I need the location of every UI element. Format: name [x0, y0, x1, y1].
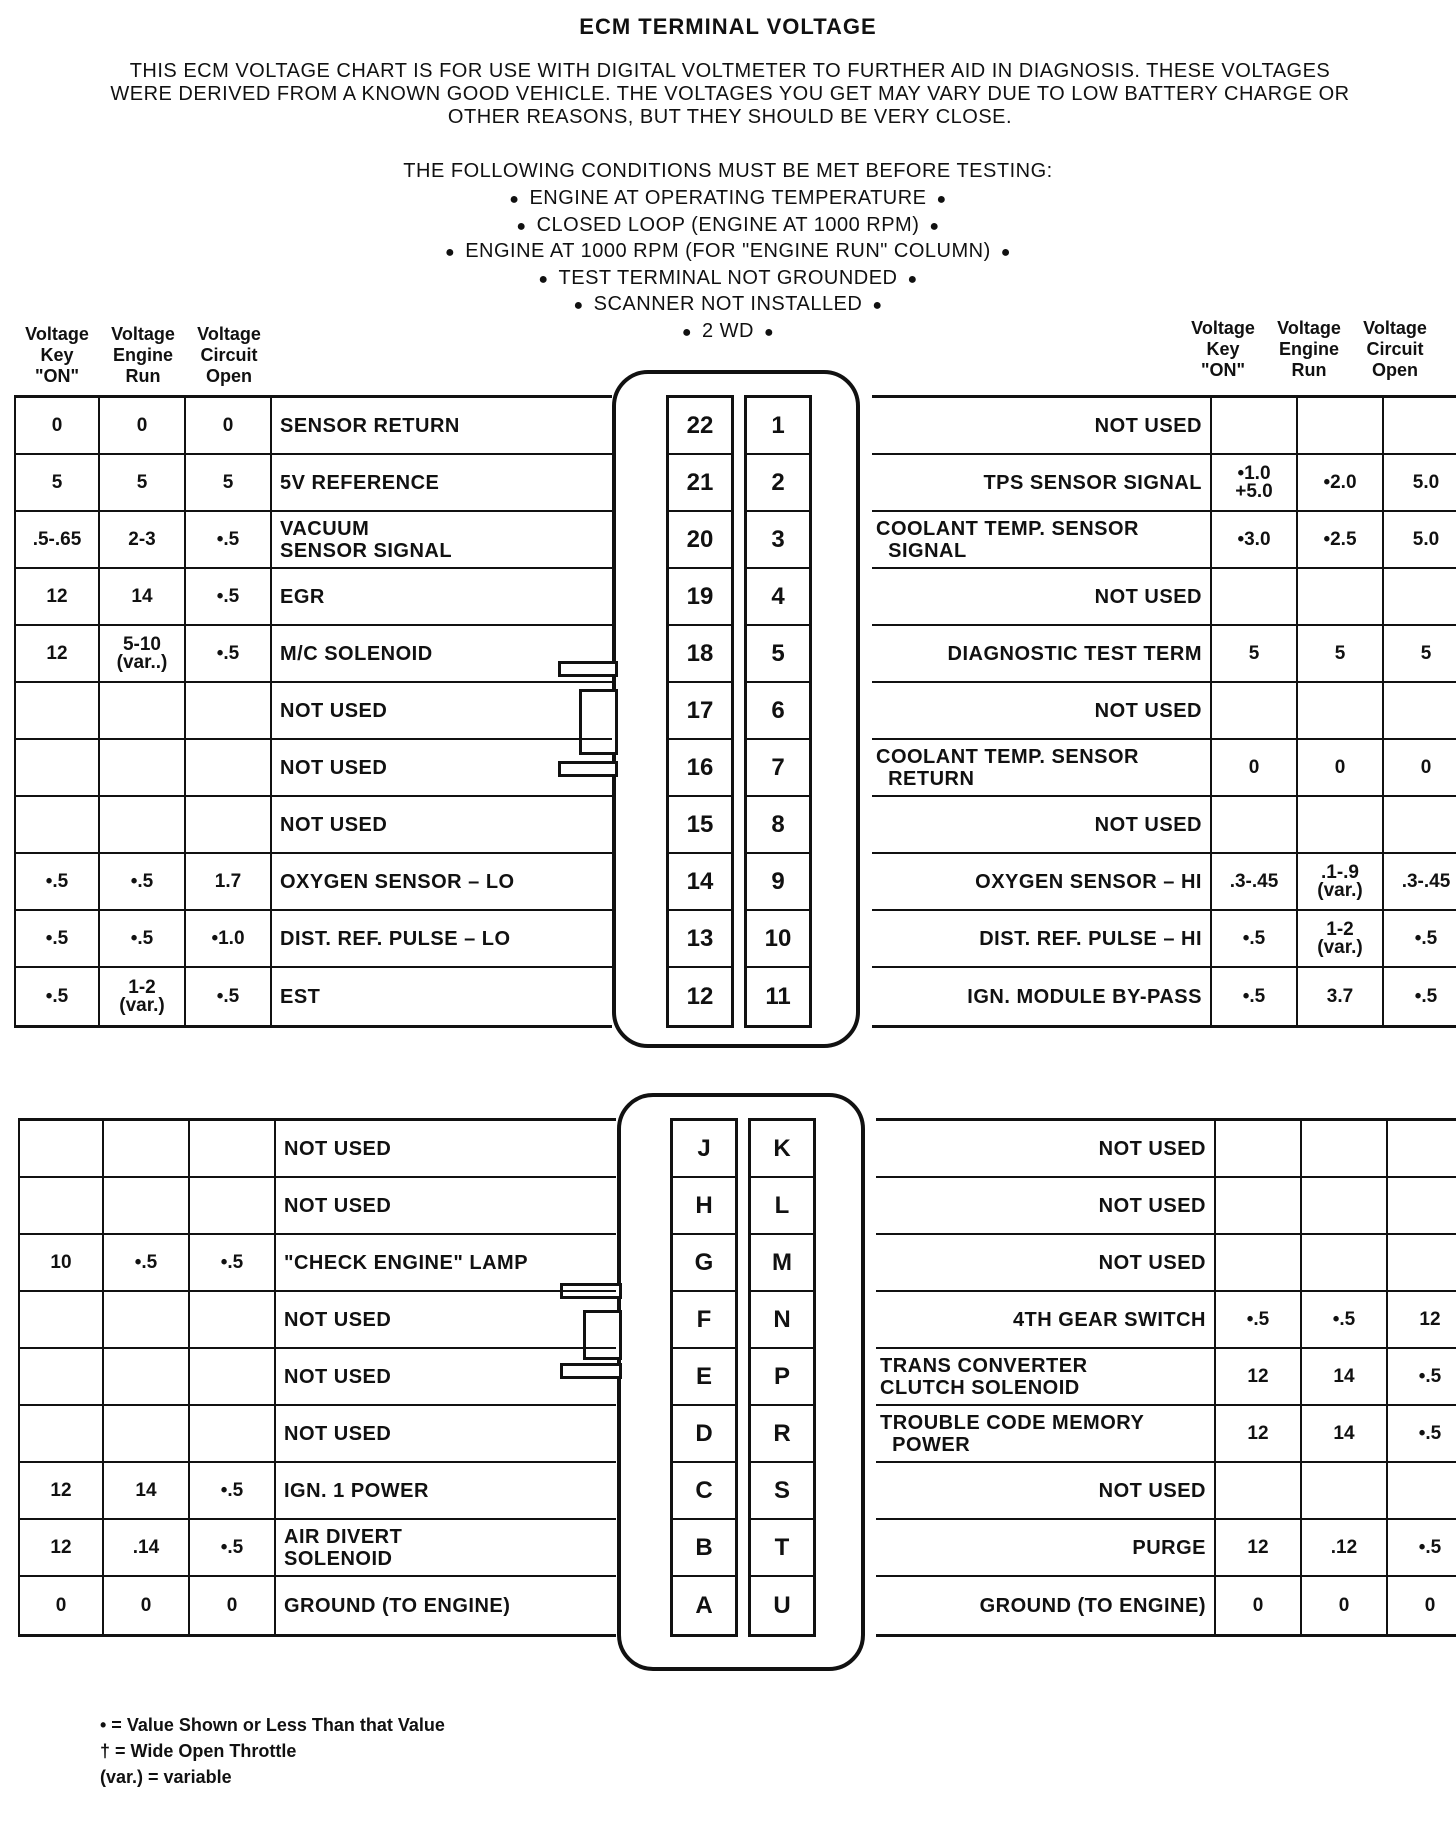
terminal-label: TPS SENSOR SIGNAL — [872, 455, 1212, 510]
column-header-key-on: Voltage Key "ON" — [1191, 318, 1255, 380]
pin-number: K — [751, 1121, 813, 1178]
terminal-label: DIST. REF. PULSE – LO — [280, 927, 511, 950]
voltage-engine-run-cell: •.5 — [100, 854, 186, 909]
terminal-label: NOT USED — [280, 699, 388, 722]
terminal-label: NOT USED — [876, 1178, 1216, 1233]
pin-number: 16 — [669, 740, 731, 797]
voltage-key-on-cell — [14, 740, 100, 795]
voltage-key-on-cell — [14, 797, 100, 852]
table-row — [876, 1178, 1456, 1235]
voltage-key-on-cell — [18, 1406, 104, 1461]
voltage-engine-run-cell: 0 — [1298, 740, 1384, 795]
voltage-engine-run-cell — [104, 1349, 190, 1404]
terminal-label: OXYGEN SENSOR – LO — [280, 870, 515, 893]
voltage-circuit-open-cell: •.5 — [186, 512, 272, 567]
table-row — [872, 740, 1456, 797]
voltage-engine-run-cell: 14 — [104, 1463, 190, 1518]
voltage-engine-run-cell — [1298, 569, 1384, 624]
voltage-key-on-cell: 5 — [14, 455, 100, 510]
table-row — [876, 1463, 1456, 1520]
right-column-headers — [1180, 318, 1438, 381]
voltage-circuit-open-cell: 5.0 — [1384, 455, 1456, 510]
table-row — [18, 1178, 616, 1235]
voltage-circuit-open-cell: 5 — [186, 455, 272, 510]
pin-number: 11 — [765, 982, 791, 1010]
pin-number: U — [773, 1591, 791, 1619]
pin-number: 1 — [747, 398, 809, 455]
table-row — [14, 740, 612, 797]
table-row — [14, 512, 612, 569]
voltage-circuit-open-cell: 12 — [1388, 1292, 1456, 1347]
terminal-label: NOT USED — [872, 797, 1212, 852]
voltage-circuit-open-cell: 0 — [190, 1577, 276, 1634]
voltage-key-on-cell: •.5 — [1212, 968, 1298, 1025]
pin-number: A — [695, 1591, 713, 1619]
terminal-label: VACUUM SENSOR SIGNAL — [280, 517, 453, 562]
condition-item: ● SCANNER NOT INSTALLED ● — [573, 293, 883, 315]
terminal-label: TROUBLE CODE MEMORY POWER — [876, 1406, 1216, 1461]
voltage-engine-run-cell: .14 — [104, 1520, 190, 1575]
terminal-label: NOT USED — [284, 1194, 392, 1217]
table-row — [872, 911, 1456, 968]
terminal-label: NOT USED — [872, 569, 1212, 624]
intro-line: OTHER REASONS, BUT THEY SHOULD BE VERY CLOSE. — [447, 106, 1013, 128]
legend-item: • = Value Shown or Less Than that Value — [100, 1715, 445, 1735]
voltage-key-on-cell: •.5 — [1216, 1292, 1302, 1347]
terminal-label: NOT USED — [876, 1463, 1216, 1518]
table-row — [14, 683, 612, 740]
voltage-engine-run-cell — [1302, 1463, 1388, 1518]
voltage-key-on-cell: •3.0 — [1212, 512, 1298, 567]
voltage-key-on-cell — [1212, 398, 1298, 453]
voltage-key-on-cell: 12 — [14, 626, 100, 681]
voltage-circuit-open-cell: 0 — [1384, 740, 1456, 795]
table-row — [18, 1292, 616, 1349]
voltage-engine-run-cell — [1302, 1178, 1388, 1233]
bullet-icon: ● — [516, 217, 527, 235]
voltage-circuit-open-cell: •.5 — [1388, 1520, 1456, 1575]
voltage-circuit-open-cell — [1384, 569, 1456, 624]
pin-column-left — [670, 1118, 738, 1637]
terminal-label: IGN. MODULE BY-PASS — [872, 968, 1212, 1025]
pin-column-left — [666, 395, 734, 1028]
pin-number: 12 — [686, 982, 714, 1010]
voltage-circuit-open-cell: •.5 — [186, 626, 272, 681]
table-row — [14, 398, 612, 455]
voltage-key-on-cell — [1216, 1178, 1302, 1233]
table-row — [876, 1406, 1456, 1463]
terminal-label: NOT USED — [284, 1308, 392, 1331]
bullet-icon: ● — [538, 270, 549, 288]
voltage-engine-run-cell: •2.5 — [1298, 512, 1384, 567]
pin-number: S — [751, 1463, 813, 1520]
voltage-engine-run-cell: .1-.9 (var.) — [1298, 854, 1384, 909]
terminal-label: COOLANT TEMP. SENSOR SIGNAL — [872, 512, 1212, 567]
bottom-left-table — [18, 1118, 616, 1637]
table-row — [14, 455, 612, 512]
pin-number: 2 — [747, 455, 809, 512]
condition-item: ● 2 WD ● — [681, 319, 775, 342]
voltage-key-on-cell: 12 — [1216, 1406, 1302, 1461]
table-row — [14, 968, 612, 1025]
pin-number: J — [673, 1121, 735, 1178]
voltage-circuit-open-cell — [186, 797, 272, 852]
voltage-engine-run-cell — [100, 740, 186, 795]
voltage-engine-run-cell — [104, 1121, 190, 1176]
bottom-connector-pins — [670, 1118, 816, 1637]
voltage-engine-run-cell: 0 — [1302, 1577, 1388, 1634]
intro-line: WERE DERIVED FROM A KNOWN GOOD VEHICLE. THE VOLTAGES YOU GET MAY VARY DUE TO LOW BATTERY CHARGE OR — [110, 83, 1350, 105]
bullet-icon: ● — [936, 191, 947, 208]
voltage-engine-run-cell: 1-2 (var.) — [1298, 911, 1384, 966]
voltage-circuit-open-cell: •.5 — [186, 968, 272, 1025]
voltage-engine-run-cell: .12 — [1302, 1520, 1388, 1575]
pin-number: D — [673, 1406, 735, 1463]
table-row — [14, 911, 612, 968]
table-row — [876, 1577, 1456, 1634]
pin-number: 15 — [669, 797, 731, 854]
pin-number: 4 — [747, 569, 809, 626]
voltage-circuit-open-cell — [1388, 1178, 1456, 1233]
terminal-label: SENSOR RETURN — [280, 414, 460, 437]
table-row — [18, 1235, 616, 1292]
voltage-engine-run-cell — [1302, 1235, 1388, 1290]
pin-number: C — [673, 1463, 735, 1520]
voltage-engine-run-cell — [104, 1178, 190, 1233]
pin-number: H — [673, 1178, 735, 1235]
condition-item: ● ENGINE AT OPERATING TEMPERATURE ● — [509, 187, 947, 209]
terminal-label: OXYGEN SENSOR – HI — [872, 854, 1212, 909]
voltage-key-on-cell — [1216, 1121, 1302, 1176]
voltage-circuit-open-cell — [1388, 1235, 1456, 1290]
pin-number: 20 — [669, 512, 731, 569]
voltage-engine-run-cell: 5 — [1298, 626, 1384, 681]
voltage-key-on-cell: 12 — [14, 569, 100, 624]
terminal-label: NOT USED — [280, 813, 388, 836]
pin-number: 19 — [669, 569, 731, 626]
table-row — [14, 569, 612, 626]
intro-paragraph — [20, 60, 1440, 129]
voltage-circuit-open-cell — [190, 1121, 276, 1176]
voltage-circuit-open-cell: 1.7 — [186, 854, 272, 909]
pin-number: M — [751, 1235, 813, 1292]
voltage-key-on-cell: •.5 — [14, 968, 100, 1025]
voltage-engine-run-cell: •.5 — [100, 911, 186, 966]
voltage-engine-run-cell: 3.7 — [1298, 968, 1384, 1025]
terminal-label: 4TH GEAR SWITCH — [876, 1292, 1216, 1347]
table-row — [18, 1406, 616, 1463]
terminal-label: NOT USED — [284, 1422, 392, 1445]
terminal-label: DIST. REF. PULSE – HI — [872, 911, 1212, 966]
voltage-engine-run-cell — [1298, 683, 1384, 738]
table-row — [872, 455, 1456, 512]
page-title: ECM TERMINAL VOLTAGE — [579, 14, 877, 39]
table-row — [18, 1463, 616, 1520]
table-row — [876, 1349, 1456, 1406]
condition-item: ● TEST TERMINAL NOT GROUNDED ● — [538, 266, 918, 289]
voltage-key-on-cell — [1216, 1463, 1302, 1518]
voltage-key-on-cell: •.5 — [14, 854, 100, 909]
column-header-engine-run: Voltage Engine Run — [111, 324, 175, 386]
voltage-key-on-cell: 12 — [1216, 1349, 1302, 1404]
voltage-key-on-cell: 12 — [1216, 1520, 1302, 1575]
voltage-key-on-cell: •.5 — [1212, 911, 1298, 966]
table-row — [18, 1577, 616, 1634]
table-row — [18, 1121, 616, 1178]
voltage-key-on-cell: 0 — [18, 1577, 104, 1634]
pin-number: P — [751, 1349, 813, 1406]
pin-number: 14 — [669, 854, 731, 911]
voltage-key-on-cell — [18, 1178, 104, 1233]
voltage-engine-run-cell — [1298, 398, 1384, 453]
voltage-engine-run-cell: 14 — [1302, 1349, 1388, 1404]
pin-number: 13 — [669, 911, 731, 968]
voltage-circuit-open-cell: •.5 — [190, 1520, 276, 1575]
terminal-label: M/C SOLENOID — [280, 642, 433, 665]
table-row — [872, 569, 1456, 626]
voltage-circuit-open-cell: •.5 — [1388, 1349, 1456, 1404]
terminal-label: COOLANT TEMP. SENSOR RETURN — [872, 740, 1212, 795]
legend-item: † = Wide Open Throttle — [100, 1741, 297, 1761]
pin-number: G — [673, 1235, 735, 1292]
pin-column-right — [748, 1118, 816, 1637]
voltage-key-on-cell — [18, 1292, 104, 1347]
voltage-circuit-open-cell — [1384, 683, 1456, 738]
top-left-table — [14, 395, 612, 1028]
pin-number: N — [751, 1292, 813, 1349]
voltage-circuit-open-cell: 0 — [1388, 1577, 1456, 1634]
terminal-label: NOT USED — [872, 398, 1212, 453]
voltage-circuit-open-cell: •.5 — [190, 1235, 276, 1290]
terminal-label: 5V REFERENCE — [280, 471, 440, 494]
voltage-engine-run-cell: 0 — [100, 398, 186, 453]
voltage-engine-run-cell: 0 — [104, 1577, 190, 1634]
intro-line: THIS ECM VOLTAGE CHART IS FOR USE WITH DIGITAL VOLTMETER TO FURTHER AID IN DIAGNOSIS. THESE VOLTAGES — [129, 60, 1331, 82]
top-connector-pins — [666, 395, 812, 1028]
voltage-engine-run-cell — [1302, 1121, 1388, 1176]
pin-number: 3 — [747, 512, 809, 569]
table-row — [876, 1235, 1456, 1292]
voltage-circuit-open-cell — [186, 683, 272, 738]
voltage-key-on-cell — [1212, 683, 1298, 738]
voltage-engine-run-cell: 1-2 (var.) — [100, 968, 186, 1025]
voltage-key-on-cell: 5 — [1212, 626, 1298, 681]
terminal-label: NOT USED — [876, 1121, 1216, 1176]
voltage-key-on-cell: 0 — [1216, 1577, 1302, 1634]
voltage-circuit-open-cell: 5 — [1384, 626, 1456, 681]
pin-number: T — [751, 1520, 813, 1577]
table-row — [872, 398, 1456, 455]
condition-item: ● CLOSED LOOP (ENGINE AT 1000 RPM) ● — [516, 213, 940, 236]
terminal-label: AIR DIVERT SOLENOID — [284, 1525, 403, 1570]
voltage-circuit-open-cell — [190, 1406, 276, 1461]
voltage-key-on-cell — [1212, 797, 1298, 852]
pin-number: 9 — [747, 854, 809, 911]
pin-number: 7 — [747, 740, 809, 797]
voltage-engine-run-cell — [100, 683, 186, 738]
bullet-icon: ● — [929, 217, 940, 235]
table-row — [872, 854, 1456, 911]
terminal-label: GROUND (TO ENGINE) — [876, 1577, 1216, 1634]
table-row — [872, 968, 1456, 1025]
bullet-icon: ● — [509, 191, 520, 208]
voltage-key-on-cell: 12 — [18, 1520, 104, 1575]
table-row — [876, 1292, 1456, 1349]
terminal-label: PURGE — [876, 1520, 1216, 1575]
voltage-key-on-cell — [14, 683, 100, 738]
pin-number: 22 — [669, 398, 731, 455]
voltage-key-on-cell — [18, 1121, 104, 1176]
voltage-engine-run-cell: 5-10 (var..) — [100, 626, 186, 681]
voltage-circuit-open-cell: •.5 — [1388, 1406, 1456, 1461]
column-header-key-on: Voltage Key "ON" — [25, 324, 89, 386]
voltage-circuit-open-cell: .3-.45 — [1384, 854, 1456, 909]
voltage-circuit-open-cell: 0 — [186, 398, 272, 453]
pin-number: F — [673, 1292, 735, 1349]
top-right-table — [872, 395, 1456, 1028]
voltage-circuit-open-cell — [1384, 797, 1456, 852]
voltage-key-on-cell — [18, 1349, 104, 1404]
bullet-icon: ● — [1000, 244, 1011, 261]
voltage-engine-run-cell — [1298, 797, 1384, 852]
pin-number: B — [673, 1520, 735, 1577]
column-header-circuit-open: Voltage Circuit Open — [1363, 318, 1427, 380]
pin-number: 21 — [669, 455, 731, 512]
voltage-circuit-open-cell: •.5 — [1384, 911, 1456, 966]
voltage-key-on-cell — [1212, 569, 1298, 624]
bullet-icon: ● — [681, 323, 692, 341]
table-row — [18, 1349, 616, 1406]
left-column-headers — [14, 324, 272, 387]
terminal-label: NOT USED — [872, 683, 1212, 738]
voltage-engine-run-cell — [104, 1292, 190, 1347]
voltage-engine-run-cell: 14 — [100, 569, 186, 624]
terminal-label: TRANS CONVERTER CLUTCH SOLENOID — [876, 1349, 1216, 1404]
column-header-engine-run: Voltage Engine Run — [1277, 318, 1341, 380]
voltage-key-on-cell: 12 — [18, 1463, 104, 1518]
voltage-circuit-open-cell: 5.0 — [1384, 512, 1456, 567]
terminal-label: NOT USED — [280, 756, 388, 779]
voltage-engine-run-cell: 5 — [100, 455, 186, 510]
terminal-label: EST — [280, 985, 321, 1008]
terminal-label: DIAGNOSTIC TEST TERM — [872, 626, 1212, 681]
voltage-circuit-open-cell — [1388, 1121, 1456, 1176]
pin-number: 8 — [747, 797, 809, 854]
voltage-key-on-cell: •1.0 +5.0 — [1212, 455, 1298, 510]
bullet-icon: ● — [907, 270, 918, 288]
terminal-label: NOT USED — [876, 1235, 1216, 1290]
voltage-circuit-open-cell — [1388, 1463, 1456, 1518]
pin-number: 17 — [669, 683, 731, 740]
table-row — [872, 683, 1456, 740]
pin-number: 5 — [747, 626, 809, 683]
pin-number: 10 — [747, 911, 809, 968]
table-row — [14, 854, 612, 911]
table-row — [876, 1121, 1456, 1178]
voltage-engine-run-cell: 2-3 — [100, 512, 186, 567]
condition-item: ● ENGINE AT 1000 RPM (FOR "ENGINE RUN" COLUMN) ● — [445, 240, 1011, 262]
table-row — [872, 797, 1456, 854]
bullet-icon: ● — [445, 244, 456, 261]
voltage-circuit-open-cell: •.5 — [190, 1463, 276, 1518]
column-header-circuit-open: Voltage Circuit Open — [197, 324, 261, 386]
voltage-engine-run-cell: •.5 — [104, 1235, 190, 1290]
pin-number: 18 — [669, 626, 731, 683]
terminal-label: NOT USED — [284, 1137, 392, 1160]
legend — [100, 1712, 445, 1790]
bullet-icon: ● — [872, 297, 883, 314]
pin-number: L — [751, 1178, 813, 1235]
voltage-key-on-cell: .3-.45 — [1212, 854, 1298, 909]
terminal-label: IGN. 1 POWER — [284, 1479, 429, 1502]
voltage-engine-run-cell: 14 — [1302, 1406, 1388, 1461]
pin-number: R — [751, 1406, 813, 1463]
pin-column-right — [744, 395, 812, 1028]
voltage-circuit-open-cell — [190, 1349, 276, 1404]
table-row — [14, 626, 612, 683]
legend-item: (var.) = variable — [100, 1767, 232, 1787]
table-row — [14, 797, 612, 854]
terminal-label: GROUND (TO ENGINE) — [284, 1594, 511, 1617]
pin-number: 6 — [747, 683, 809, 740]
voltage-engine-run-cell: •2.0 — [1298, 455, 1384, 510]
conditions-heading: THE FOLLOWING CONDITIONS MUST BE MET BEFORE TESTING: — [403, 160, 1053, 182]
voltage-key-on-cell: 0 — [1212, 740, 1298, 795]
voltage-engine-run-cell: •.5 — [1302, 1292, 1388, 1347]
voltage-key-on-cell: .5-.65 — [14, 512, 100, 567]
bullet-icon: ● — [764, 323, 775, 341]
pin-number: E — [673, 1349, 735, 1406]
terminal-label: NOT USED — [284, 1365, 392, 1388]
voltage-engine-run-cell — [100, 797, 186, 852]
bullet-icon: ● — [573, 297, 584, 314]
table-row — [18, 1520, 616, 1577]
voltage-circuit-open-cell — [1384, 398, 1456, 453]
voltage-key-on-cell: 0 — [14, 398, 100, 453]
table-row — [876, 1520, 1456, 1577]
voltage-circuit-open-cell — [186, 740, 272, 795]
bottom-right-table — [876, 1118, 1456, 1637]
terminal-label: "CHECK ENGINE" LAMP — [284, 1251, 529, 1274]
terminal-label: EGR — [280, 585, 325, 608]
voltage-engine-run-cell — [104, 1406, 190, 1461]
voltage-circuit-open-cell: •.5 — [186, 569, 272, 624]
table-row — [872, 626, 1456, 683]
table-row — [872, 512, 1456, 569]
voltage-key-on-cell — [1216, 1235, 1302, 1290]
voltage-circuit-open-cell: •.5 — [1384, 968, 1456, 1025]
voltage-circuit-open-cell: •1.0 — [186, 911, 272, 966]
voltage-key-on-cell: 10 — [18, 1235, 104, 1290]
voltage-circuit-open-cell — [190, 1292, 276, 1347]
voltage-circuit-open-cell — [190, 1178, 276, 1233]
voltage-key-on-cell: •.5 — [14, 911, 100, 966]
